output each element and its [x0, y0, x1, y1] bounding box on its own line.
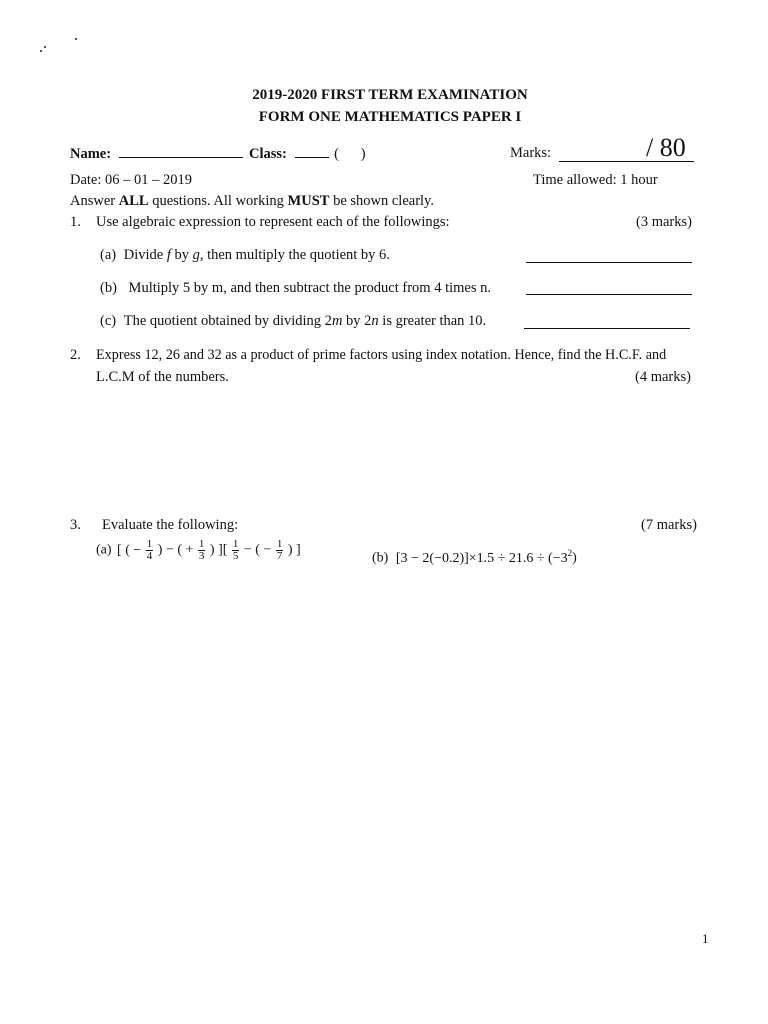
q2-number: 2. — [70, 347, 81, 363]
fraction: $\frac{1}{3}$ — [198, 538, 205, 562]
page-number: 1 — [702, 931, 709, 946]
class-label: Class: — [249, 146, 287, 162]
name-label: Name: — [70, 146, 112, 162]
instructions: Answer ALL questions. All working MUST be shown clearly. — [70, 193, 434, 209]
q1b: (b) Multiply 5 by m, and then subtract the product from 4 times n. — [100, 280, 491, 296]
q1-number: 1. — [70, 214, 81, 230]
fraction: $\frac{1}{4}$ — [146, 538, 153, 562]
marks-total: / 80 — [646, 133, 686, 162]
q3a-expression: (a) [ ( − $\frac{1}{4}$ ) − ( + $\frac{1}{3}$ ) ][ $\frac{1}{5}$ − ( − $\frac{1}{7}$ ) ] — [96, 538, 301, 562]
q3-number: 3. — [70, 517, 81, 533]
q1c: (c) The quotient obtained by dividing 2m by 2n is greater than 10. — [100, 313, 487, 329]
scan-speck — [44, 46, 46, 48]
exam-date: Date: 06 – 01 – 2019 — [70, 172, 193, 188]
marks-label: Marks: — [510, 145, 552, 161]
name-blank — [119, 145, 243, 158]
q2-text-line1: Express 12, 26 and 32 as a product of prime factors using index notation. Hence, find the H.C.F. and — [96, 347, 667, 363]
exam-subtitle: FORM ONE MATHEMATICS PAPER I — [258, 109, 522, 125]
q2-marks: (4 marks) — [635, 369, 691, 385]
q3-marks: (7 marks) — [641, 517, 697, 533]
class-number-parens: ( ) — [334, 146, 366, 162]
q1b-answer-line[interactable] — [526, 294, 692, 295]
scan-speck — [75, 38, 77, 40]
exam-title: 2019-2020 FIRST TERM EXAMINATION — [252, 87, 528, 103]
q1c-answer-line[interactable] — [524, 328, 690, 329]
q1-text: Use algebraic expression to represent each of the followings: — [96, 214, 450, 230]
name-field — [70, 145, 243, 163]
time-allowed: Time allowed: 1 hour — [533, 172, 658, 188]
fraction: $\frac{1}{7}$ — [276, 538, 283, 562]
class-field — [249, 145, 366, 163]
q1a-answer-line[interactable] — [526, 262, 692, 263]
class-blank — [295, 145, 329, 158]
scan-speck — [40, 50, 42, 52]
q1-marks: (3 marks) — [636, 214, 692, 230]
q3-text: Evaluate the following: — [102, 517, 239, 533]
q1a: (a) Divide f by g, then multiply the quotient by 6. — [100, 247, 390, 263]
q2-text-line2: L.C.M of the numbers. — [96, 369, 229, 385]
q3b-expression: (b) $[3 - 2(-0.2)]\times 1.5 \div 21.6 \div (-3^2)$ — [372, 548, 577, 566]
fraction: $\frac{1}{5}$ — [232, 538, 239, 562]
